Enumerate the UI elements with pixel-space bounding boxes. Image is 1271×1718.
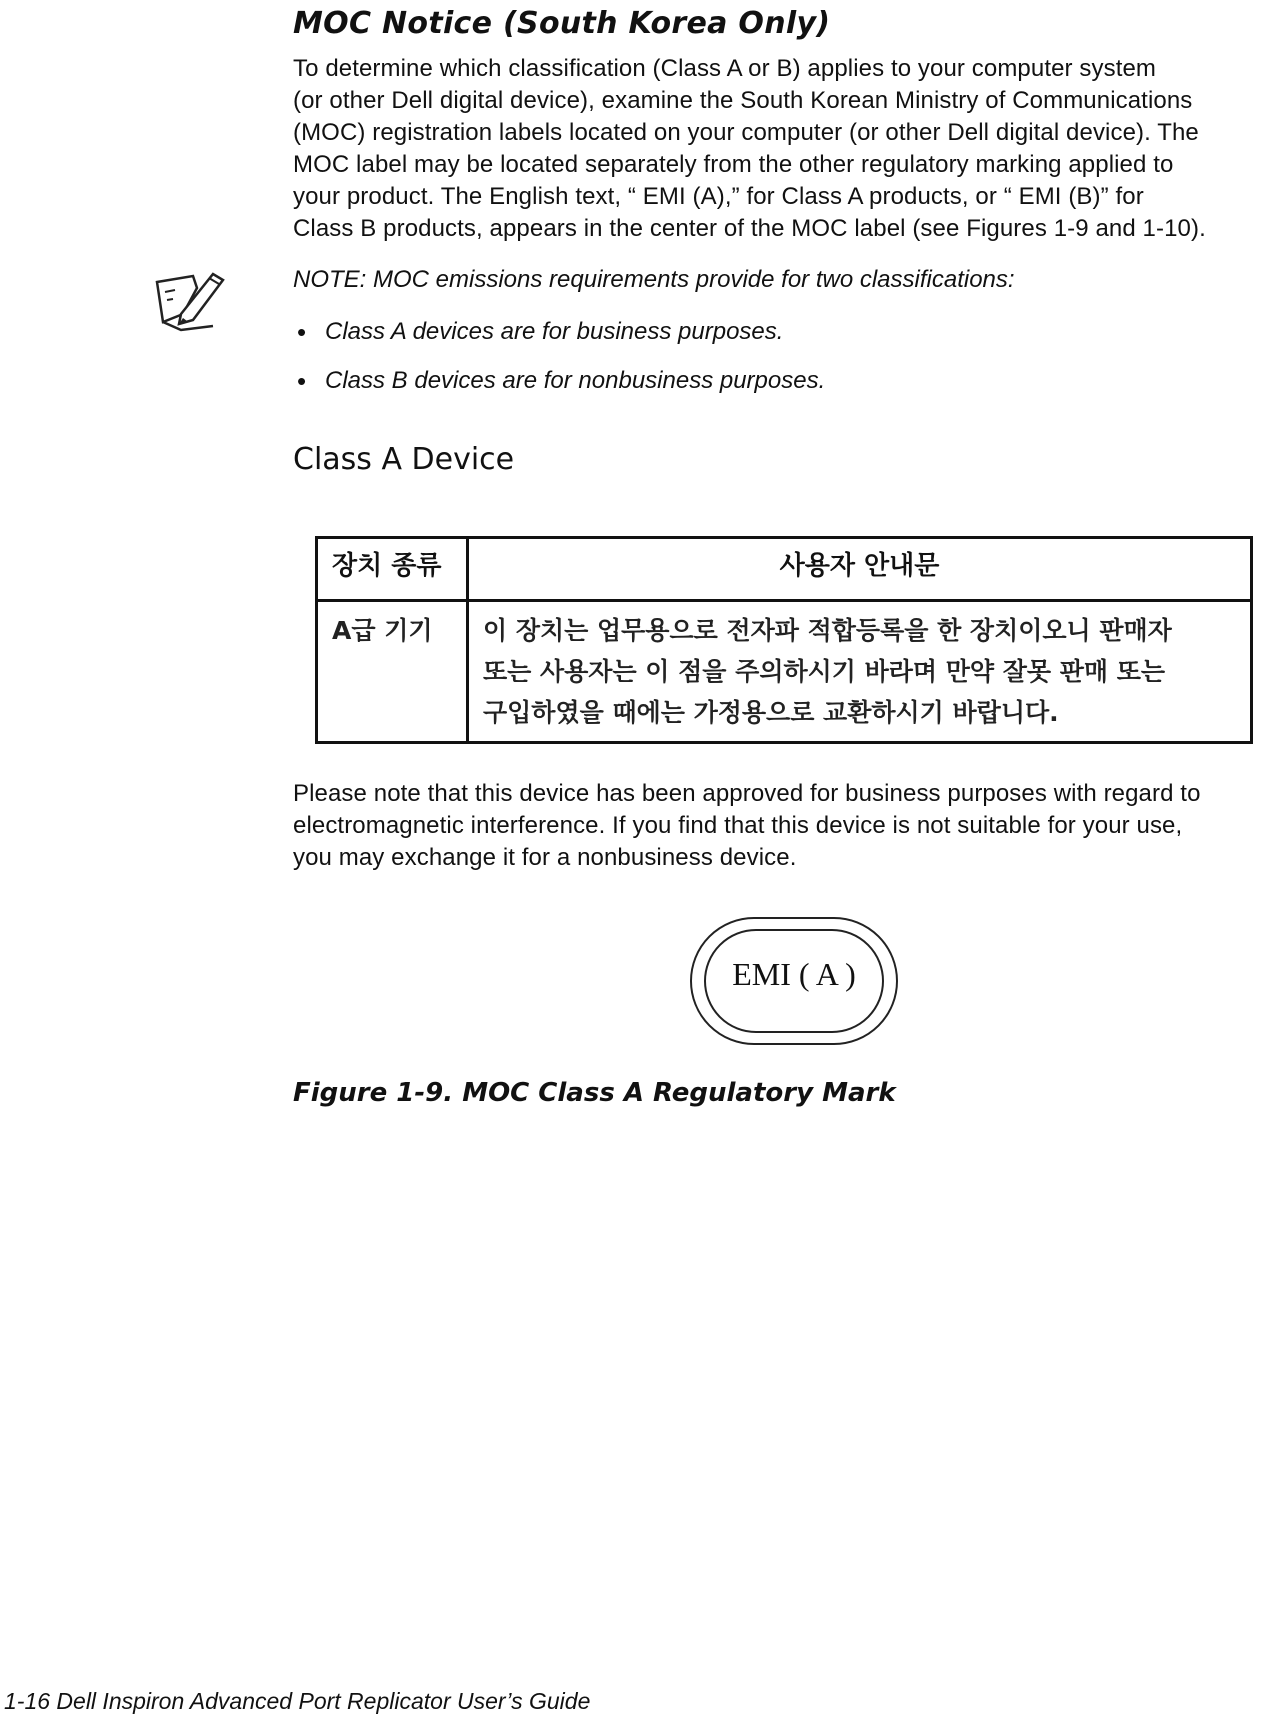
page-footer: 1-16 Dell Inspiron Advanced Port Replicator User’s Guide [4, 1688, 591, 1714]
intro-line: your product. The English text, “ EMI (A),” for Class A products, or “ EMI (B)” for [293, 183, 1144, 210]
notice-line: 이 장치는 업무용으로 전자파 적합등록을 한 장치이오니 판매자 [483, 616, 1172, 645]
list-item [293, 318, 825, 346]
table-header-row [317, 538, 1252, 601]
section-heading: MOC Notice (South Korea Only) [293, 6, 831, 41]
table-row [317, 601, 1252, 743]
intro-line: Class B products, appears in the center of the MOC label (see Figures 1-9 and 1-10). [293, 215, 1206, 242]
table-cell-notice [468, 601, 1252, 743]
figure-caption: Figure 1-9. MOC Class A Regulatory Mark [293, 1078, 896, 1108]
approval-line: you may exchange it for a nonbusiness device. [293, 844, 797, 871]
intro-line: MOC label may be located separately from the other regulatory marking applied to [293, 151, 1174, 178]
bullet-icon: • [297, 317, 307, 347]
bullet-icon: • [297, 366, 307, 396]
note-text: NOTE: MOC emissions requirements provide for two classifications: [293, 266, 1015, 293]
class-a-subheading: Class A Device [293, 442, 515, 477]
table-header-user-notice: 사용자 안내문 [468, 538, 1252, 601]
notice-line: 또는 사용자는 이 점을 주의하시기 바라며 만약 잘못 판매 또는 [483, 657, 1166, 686]
bullet-text: Class A devices are for business purposes. [325, 318, 784, 345]
notice-line: 구입하였을 때에는 가정용으로 교환하시기 바랍니다. [483, 698, 1059, 727]
intro-line: (MOC) registration labels located on your computer (or other Dell digital device). The [293, 119, 1199, 146]
table-cell-class-a: A급 기기 [317, 601, 468, 743]
bullet-text: Class B devices are for nonbusiness purposes. [325, 367, 826, 394]
korean-notice-table [315, 536, 1253, 744]
intro-line: (or other Dell digital device), examine the South Korean Ministry of Communications [293, 87, 1193, 114]
note-pencil-icon [153, 268, 229, 338]
emi-mark-label: EMI ( A ) [732, 956, 856, 992]
approval-line: electromagnetic interference. If you find that this device is not suitable for your use, [293, 812, 1183, 839]
table-header-device-type: 장치 종류 [317, 538, 468, 601]
intro-line: To determine which classification (Class A or B) applies to your computer system [293, 55, 1157, 82]
approval-line: Please note that this device has been approved for business purposes with regard to [293, 780, 1201, 807]
approval-paragraph [293, 778, 1268, 874]
note-bullet-list [293, 318, 825, 416]
list-item [293, 367, 825, 395]
intro-paragraph [293, 53, 1268, 245]
